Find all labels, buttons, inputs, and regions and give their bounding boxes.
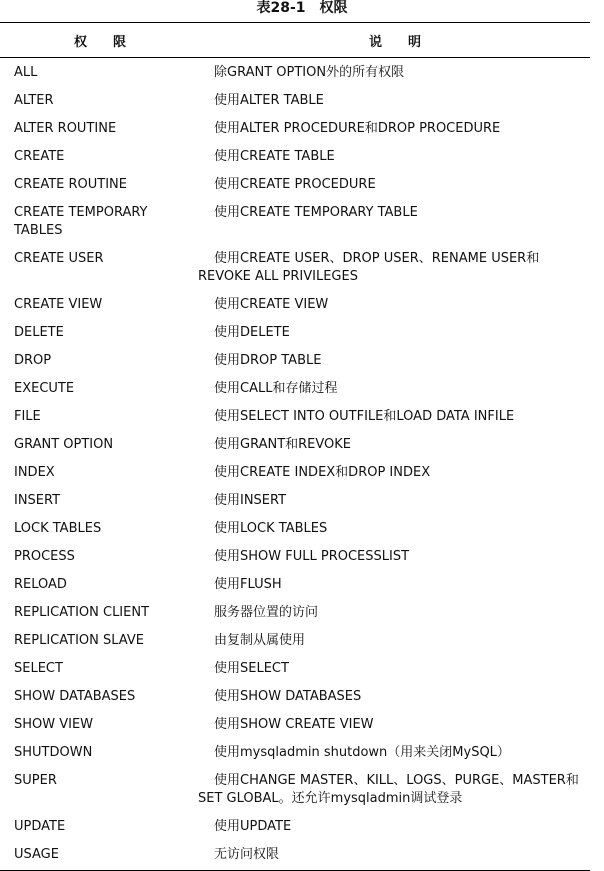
privilege-name: SUPER — [14, 773, 57, 788]
privilege-name: EXECUTE — [14, 381, 75, 396]
privilege-description: 使用CREATE VIEW — [214, 297, 329, 312]
table-row — [0, 60, 590, 88]
description-cell — [200, 516, 590, 538]
privilege-cell — [0, 684, 200, 706]
description-cell — [200, 544, 590, 566]
privilege-name: ALL — [14, 65, 38, 80]
table-row — [0, 348, 590, 376]
description-cell — [200, 144, 590, 166]
table-row — [0, 376, 590, 404]
description-cell — [200, 432, 590, 454]
description-cell — [200, 814, 590, 836]
description-cell — [200, 376, 590, 398]
privilege-cell — [0, 842, 200, 864]
privilege-name: SHOW VIEW — [14, 717, 94, 732]
privilege-description: 使用INSERT — [214, 493, 287, 508]
privilege-name: LOCK TABLES — [14, 521, 102, 536]
description-cell — [200, 200, 590, 222]
description-cell — [200, 88, 590, 110]
privilege-name: PROCESS — [14, 549, 75, 564]
table-row — [0, 172, 590, 200]
description-cell — [200, 684, 590, 706]
description-cell — [200, 348, 590, 370]
privilege-cell — [0, 814, 200, 836]
privilege-name: ALTER — [14, 93, 54, 108]
table-row — [0, 116, 590, 144]
table-row — [0, 246, 590, 292]
description-cell — [200, 656, 590, 678]
table-caption: 表28-1 权限 — [256, 0, 348, 16]
privilege-name: USAGE — [14, 847, 59, 862]
privilege-name: DROP — [14, 353, 52, 368]
table-row — [0, 684, 590, 712]
privilege-description: 使用LOCK TABLES — [214, 521, 328, 536]
table-row — [0, 712, 590, 740]
privilege-name: UPDATE — [14, 819, 66, 834]
privilege-name: INSERT — [14, 493, 61, 508]
table-row — [0, 432, 590, 460]
privilege-cell — [0, 768, 200, 790]
table-row — [0, 814, 590, 842]
privilege-cell — [0, 376, 200, 398]
table-row — [0, 656, 590, 684]
privilege-cell — [0, 404, 200, 426]
privilege-name: DELETE — [14, 325, 64, 340]
privilege-description: 使用CHANGE MASTER、KILL、LOGS、PURGE、MASTER和SET GLOBAL。还允许mysqladmin调试登录 — [198, 773, 579, 806]
header-privilege: 权 限 — [73, 34, 126, 50]
privilege-description: 使用FLUSH — [214, 577, 282, 592]
privilege-cell — [0, 348, 200, 370]
privilege-cell — [0, 144, 200, 166]
privilege-name: SELECT — [14, 661, 63, 676]
table-row — [0, 320, 590, 348]
privilege-name: CREATE ROUTINE — [14, 177, 127, 192]
privilege-cell — [0, 432, 200, 454]
description-cell — [200, 628, 590, 650]
table-body — [0, 58, 590, 870]
privilege-name: CREATE TEMPORARY TABLES — [14, 205, 152, 238]
privilege-description: 服务器位置的访问 — [214, 605, 319, 620]
table-row — [0, 460, 590, 488]
privilege-description: 使用SHOW CREATE VIEW — [214, 717, 374, 732]
privilege-description: 使用DELETE — [214, 325, 290, 340]
privilege-description: 使用UPDATE — [214, 819, 292, 834]
description-cell — [200, 768, 590, 808]
privileges-table — [0, 22, 590, 871]
privilege-cell — [0, 116, 200, 138]
privilege-description: 使用DROP TABLE — [214, 353, 322, 368]
privilege-cell — [0, 88, 200, 110]
table-row — [0, 740, 590, 768]
description-cell — [200, 172, 590, 194]
privilege-name: INDEX — [14, 465, 55, 480]
privilege-name: GRANT OPTION — [14, 437, 114, 452]
description-cell — [200, 460, 590, 482]
privilege-description: 使用CREATE TEMPORARY TABLE — [214, 205, 418, 220]
privilege-name: RELOAD — [14, 577, 67, 592]
table-row — [0, 404, 590, 432]
table-row — [0, 600, 590, 628]
privilege-cell — [0, 740, 200, 762]
privilege-cell — [0, 200, 200, 240]
description-cell — [200, 600, 590, 622]
table-row — [0, 516, 590, 544]
privilege-description: 使用CREATE USER、DROP USER、RENAME USER和REVOKE ALL PRIVILEGES — [198, 251, 540, 284]
table-row — [0, 144, 590, 172]
privilege-description: 使用SELECT — [214, 661, 289, 676]
privilege-description: 使用CALL和存储过程 — [214, 381, 338, 396]
privilege-name: REPLICATION CLIENT — [14, 605, 150, 620]
privilege-cell — [0, 600, 200, 622]
privilege-cell — [0, 544, 200, 566]
privilege-description: 使用CREATE PROCEDURE — [214, 177, 376, 192]
privilege-name: REPLICATION SLAVE — [14, 633, 144, 648]
description-cell — [200, 116, 590, 138]
privilege-description: 使用GRANT和REVOKE — [214, 437, 352, 452]
privilege-description: 使用ALTER TABLE — [214, 93, 324, 108]
privilege-cell — [0, 656, 200, 678]
privilege-cell — [0, 460, 200, 482]
privilege-cell — [0, 488, 200, 510]
privilege-cell — [0, 712, 200, 734]
table-row — [0, 768, 590, 814]
description-cell — [200, 60, 590, 82]
privilege-name: CREATE VIEW — [14, 297, 103, 312]
description-cell — [200, 712, 590, 734]
privilege-name: SHUTDOWN — [14, 745, 93, 760]
privilege-cell — [0, 172, 200, 194]
privilege-name: CREATE USER — [14, 251, 104, 266]
privilege-description: 无访问权限 — [214, 847, 280, 862]
description-cell — [200, 842, 590, 864]
privilege-description: 使用ALTER PROCEDURE和DROP PROCEDURE — [214, 121, 501, 136]
privilege-name: CREATE — [14, 149, 65, 164]
privilege-cell — [0, 572, 200, 594]
privilege-cell — [0, 320, 200, 342]
description-cell — [200, 292, 590, 314]
table-row — [0, 842, 590, 870]
table-row — [0, 628, 590, 656]
description-cell — [200, 740, 590, 762]
privilege-cell — [0, 628, 200, 650]
description-cell — [200, 572, 590, 594]
description-cell — [200, 488, 590, 510]
table-row — [0, 200, 590, 246]
privilege-cell — [0, 246, 200, 268]
privilege-cell — [0, 60, 200, 82]
table-row — [0, 292, 590, 320]
privilege-description: 使用SHOW DATABASES — [214, 689, 362, 704]
table-row — [0, 88, 590, 116]
privilege-description: 除GRANT OPTION外的所有权限 — [214, 65, 405, 80]
privilege-description: 使用SHOW FULL PROCESSLIST — [214, 549, 410, 564]
privilege-name: SHOW DATABASES — [14, 689, 136, 704]
description-cell — [200, 246, 590, 286]
privilege-name: ALTER ROUTINE — [14, 121, 117, 136]
table-header — [0, 23, 590, 58]
description-cell — [200, 404, 590, 426]
header-description: 说 明 — [368, 34, 421, 50]
privilege-cell — [0, 516, 200, 538]
privilege-description: 使用CREATE INDEX和DROP INDEX — [214, 465, 431, 480]
table-row — [0, 488, 590, 516]
privilege-description: 使用mysqladmin shutdown（用来关闭MySQL） — [214, 745, 510, 760]
description-cell — [200, 320, 590, 342]
privilege-name: FILE — [14, 409, 41, 424]
privilege-description: 使用SELECT INTO OUTFILE和LOAD DATA INFILE — [214, 409, 515, 424]
table-row — [0, 572, 590, 600]
privilege-cell — [0, 292, 200, 314]
privilege-description: 使用CREATE TABLE — [214, 149, 335, 164]
privilege-description: 由复制从属使用 — [214, 633, 306, 648]
table-row — [0, 544, 590, 572]
